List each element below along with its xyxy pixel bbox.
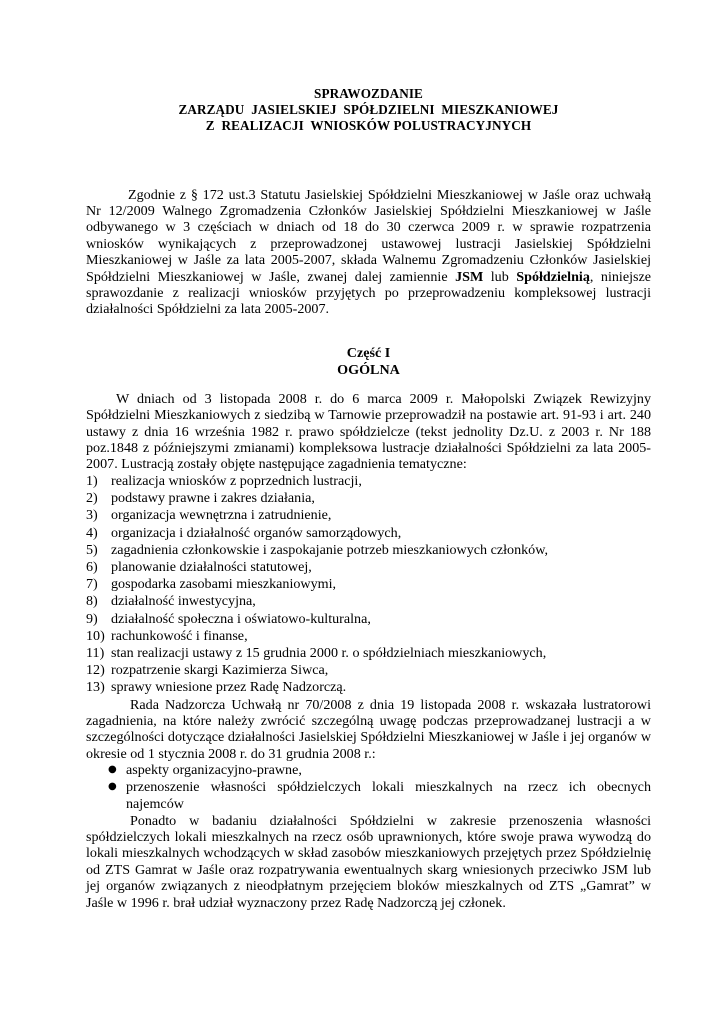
aspects-list bbox=[86, 762, 651, 812]
list-item bbox=[86, 559, 651, 576]
list-item-text: podstawy prawne i zakres działania, bbox=[111, 490, 315, 507]
list-item-text: działalność społeczna i oświatowo-kulturalna, bbox=[111, 610, 371, 627]
list-item-number: 2) bbox=[86, 490, 98, 507]
list-item bbox=[86, 576, 651, 593]
list-item-text: organizacja i działalność organów samorządowych, bbox=[111, 524, 402, 541]
list-item-text: planowanie działalności statutowej, bbox=[111, 558, 312, 575]
list-item-number: 9) bbox=[86, 610, 98, 627]
section-name: OGÓLNA bbox=[337, 361, 400, 378]
list-item-number: 12) bbox=[86, 662, 105, 679]
paragraph-lustration: W dniach od 3 listopada 2008 r. do 6 marca 2009 r. Małopolski Związek Rewizyjny Spółdzielni Mieszkaniowych z siedzibą w Tarnowie przeprowadził na postawie art. 91-93 i art. 240 ustawy z dnia 16 września 1982 r. prawo spółdzielcze (tekst jednolity Dz.U. z 2003 r. Nr 188 poz.1848 z późniejszymi zmianami) kompleksowa lustracje działalności Spółdzielni za lata 2005-2007. Lustracją zostały objęte następujące zagadnienia tematyczne: bbox=[86, 390, 651, 473]
list-item-number: 6) bbox=[86, 558, 98, 575]
title-line-1: SPRAWOZDANIE bbox=[314, 86, 423, 101]
list-item-text: przenoszenie własności spółdzielczych lokali mieszkalnych na rzecz ich obecnych najemców bbox=[126, 778, 651, 812]
bullet-icon: ● bbox=[108, 780, 117, 792]
list-item-number: 13) bbox=[86, 679, 105, 696]
list-item-number: 4) bbox=[86, 524, 98, 541]
list-item bbox=[86, 679, 651, 696]
list-item-number: 3) bbox=[86, 507, 98, 524]
section-part: Część I bbox=[346, 344, 391, 361]
list-item bbox=[86, 507, 651, 524]
list-item-text: aspekty organizacyjno-prawne, bbox=[126, 762, 302, 779]
list-item-number: 1) bbox=[86, 472, 98, 489]
list-item bbox=[86, 525, 651, 542]
list-item-text: rozpatrzenie skargi Kazimierza Siwca, bbox=[111, 662, 329, 679]
list-item bbox=[108, 762, 651, 779]
title-line-2: ZARZĄDU JASIELSKIEJ SPÓŁDZIELNI MIESZKANIOWEJ bbox=[178, 102, 559, 118]
title-line-3: Z REALIZACJI WNIOSKÓW POLUSTRACYJNYCH bbox=[205, 118, 532, 134]
bullet-icon: ● bbox=[108, 764, 117, 776]
list-item-text: zagadnienia członkowskie i zaspokajanie potrzeb mieszkaniowych członków, bbox=[111, 541, 549, 558]
list-item-number: 11) bbox=[86, 644, 105, 661]
list-item-text: realizacja wniosków z poprzednich lustracji, bbox=[111, 472, 362, 489]
list-item-text: stan realizacji ustawy z 15 grudnia 2000 r. o spółdzielniach mieszkaniowych, bbox=[111, 644, 547, 661]
list-item bbox=[86, 628, 651, 645]
list-item bbox=[86, 645, 651, 662]
list-item bbox=[86, 593, 651, 610]
intro-text-c: , niniejsze sprawozdanie z realizacji wniosków przyjętych po przeprowadzeniu kompleksowej lustracji działalności Spółdzielni za lata 2005-2007. bbox=[86, 268, 651, 318]
section-heading bbox=[86, 345, 651, 379]
list-item bbox=[86, 542, 651, 559]
list-item bbox=[86, 473, 651, 490]
topics-list bbox=[86, 473, 651, 697]
document-page bbox=[86, 86, 651, 911]
document-title bbox=[86, 86, 651, 135]
list-item-text: działalność inwestycyjna, bbox=[111, 593, 256, 610]
list-item-number: 7) bbox=[86, 576, 98, 593]
intro-bold-jsm: JSM bbox=[455, 268, 484, 285]
list-item bbox=[108, 779, 651, 813]
intro-bold-spoldzielnia: Spółdzielnią bbox=[516, 268, 590, 285]
intro-paragraph bbox=[86, 187, 651, 318]
list-item bbox=[86, 611, 651, 628]
list-item-number: 8) bbox=[86, 593, 98, 610]
paragraph-supervisory-board: Rada Nadzorcza Uchwałą nr 70/2008 z dnia 19 listopada 2008 r. wskazała lustratorowi zagadnienia, na które należy zwrócić szczególną uwagę podczas przeprowadzanej lustracji a w szczególności dotyczące działalności Jasielskiej Spółdzielni Mieszkaniowej w Jaśle i jej organów w okresie od 1 stycznia 2008 r. do 31 grudnia 2008 r.: bbox=[86, 696, 651, 762]
list-item-text: organizacja wewnętrzna i zatrudnienie, bbox=[111, 507, 332, 524]
list-item-text: sprawy wniesione przez Radę Nadzorczą. bbox=[111, 679, 347, 696]
list-item bbox=[86, 662, 651, 679]
list-item bbox=[86, 490, 651, 507]
intro-text-b: lub bbox=[483, 268, 517, 285]
list-item-text: rachunkowość i finanse, bbox=[111, 627, 248, 644]
list-item-number: 5) bbox=[86, 541, 98, 558]
intro-text-a: Zgodnie z § 172 ust.3 Statutu Jasielskiej Spółdzielni Mieszkaniowej w Jaśle oraz uchwałą Nr 12/2009 Walnego Zgromadzenia Członków Jasielskiej Spółdzielni Mieszkaniowej w Jaśle odbywanego w 3 częściach w dniach od 18 do 30 czerwca 2009 r. w sprawie rozpatrzenia wniosków wynikających z przeprowadzonej ustawowej lustracji Jasielskiej Spółdzielni Mieszkaniowej w Jaśle za lata 2005-2007, składa Walnemu Zgromadzeniu Członków Jasielskiej Spółdzielni Mieszkaniowej w Jaśle, zwanej dalej zamiennie bbox=[86, 186, 651, 285]
list-item-text: gospodarka zasobami mieszkaniowymi, bbox=[111, 576, 337, 593]
paragraph-property-transfer: Ponadto w badaniu działalności Spółdzielni w zakresie przenoszenia własności spółdzielczych lokali mieszkalnych na rzecz osób uprawnionych, które swoje prawa wywodzą do lokali mieszkalnych wchodzących w skład zasobów mieszkaniowych przejętych przez Spółdzielnię od ZTS Gamrat w Jaśle oraz rozpatrywania ewentualnych skarg wniesionych przeciwko JSM lub jej organów związanych z nieodpłatnym przejęciem bloków mieszkalnych od ZTS „Gamrat” w Jaśle w 1996 r. brał udział wyznaczony przez Radę Nadzorczą jej członek. bbox=[86, 812, 651, 911]
list-item-number: 10) bbox=[86, 627, 105, 644]
